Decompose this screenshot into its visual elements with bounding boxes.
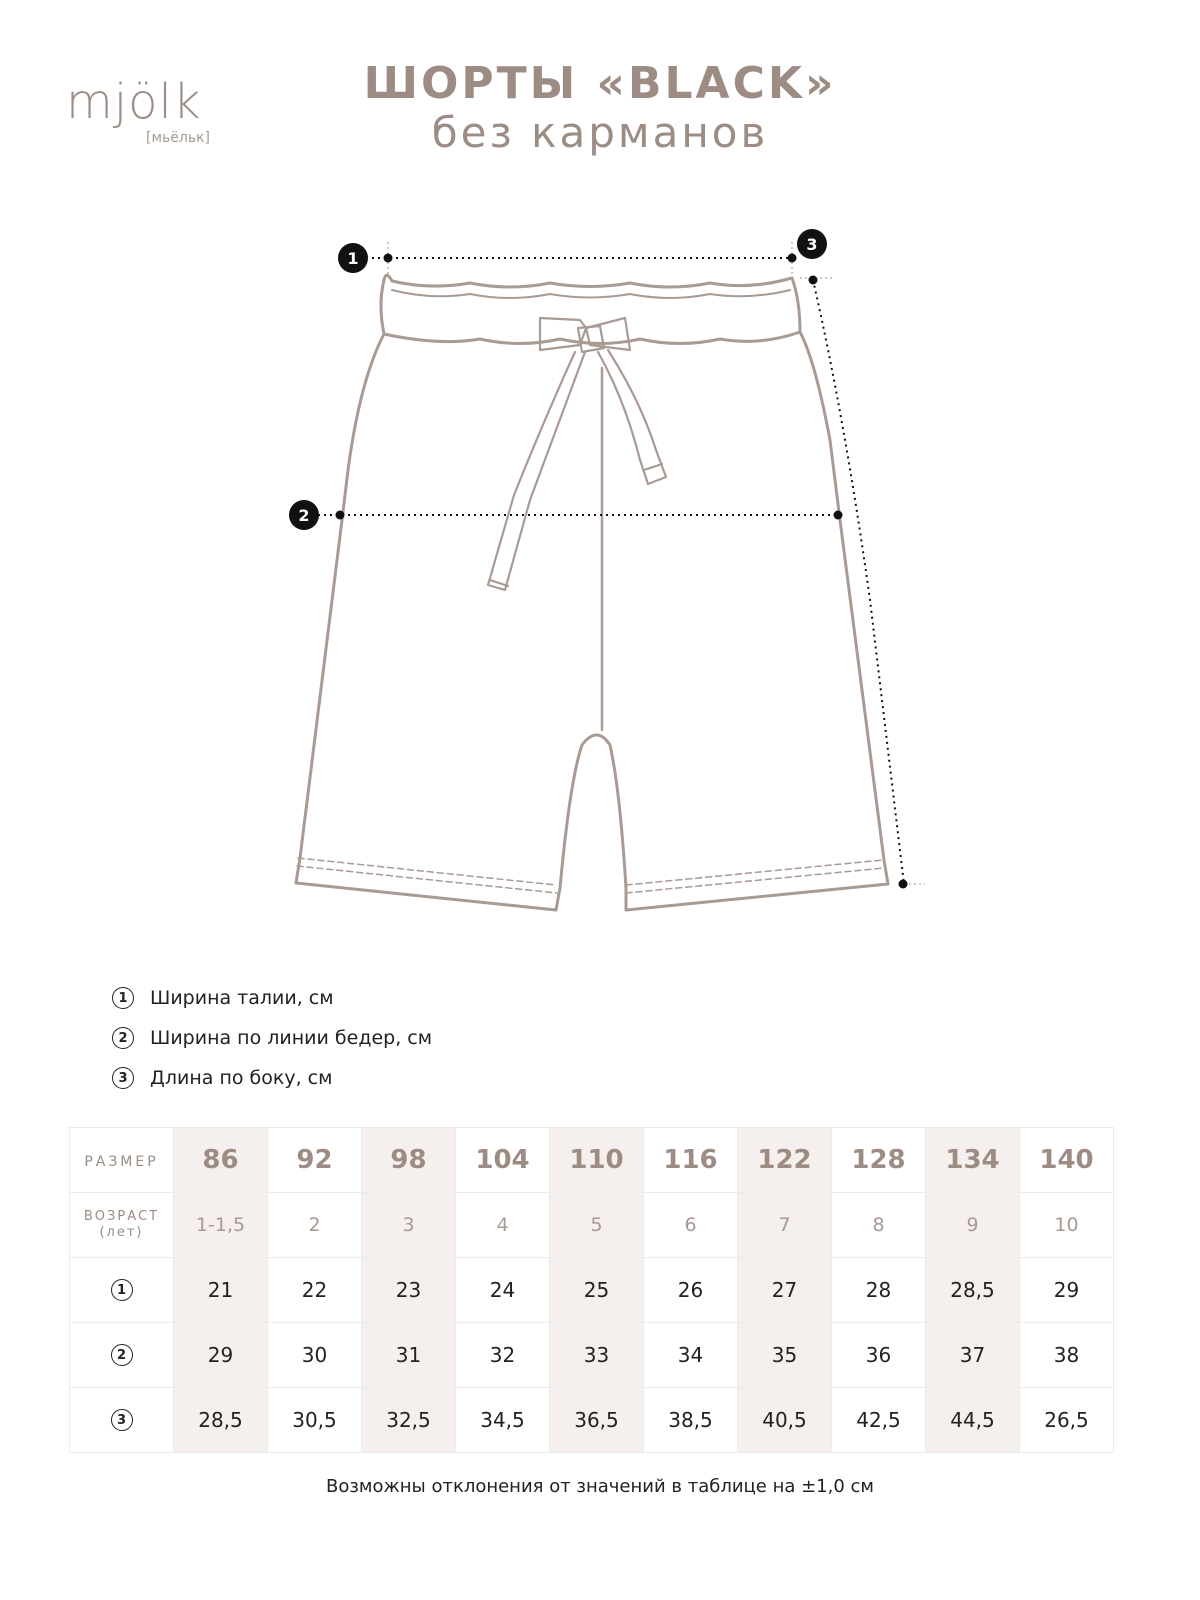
measurement-cell: 36,5 xyxy=(550,1388,644,1453)
right-hem-stitch xyxy=(626,860,883,885)
measurement-cell: 31 xyxy=(362,1323,456,1388)
measurement-cell: 28,5 xyxy=(926,1258,1020,1323)
product-subtitle: без карманов xyxy=(431,108,769,157)
measurement-cell: 30,5 xyxy=(268,1388,362,1453)
legend-item xyxy=(112,978,432,1018)
size-cell: 110 xyxy=(550,1128,644,1193)
size-cell: 128 xyxy=(832,1128,926,1193)
legend-number: 2 xyxy=(112,1027,134,1049)
measurement-cell: 42,5 xyxy=(832,1388,926,1453)
measurement-cell: 34 xyxy=(644,1323,738,1388)
left-hem-stitch xyxy=(298,858,556,885)
measurement-cell: 38,5 xyxy=(644,1388,738,1453)
age-cell: 4 xyxy=(456,1193,550,1258)
age-cell: 7 xyxy=(738,1193,832,1258)
logo-transcription: [мьёльк] xyxy=(146,130,211,146)
legend-label: Ширина по линии бедер, см xyxy=(150,1027,433,1049)
age-row xyxy=(70,1193,1114,1258)
drawstring-right xyxy=(598,350,666,484)
marker-3 xyxy=(797,229,827,259)
measurement-cell: 22 xyxy=(268,1258,362,1323)
left-hem-stitch-2 xyxy=(297,866,557,893)
legend-label: Длина по боку, см xyxy=(150,1067,333,1089)
measurement-row-3 xyxy=(70,1388,1114,1453)
measurement-cell: 27 xyxy=(738,1258,832,1323)
age-cell: 3 xyxy=(362,1193,456,1258)
size-cell: 116 xyxy=(644,1128,738,1193)
size-table xyxy=(69,1127,1114,1453)
measurement-cell: 25 xyxy=(550,1258,644,1323)
legend-label: Ширина талии, см xyxy=(150,987,334,1009)
size-header-cell xyxy=(70,1128,174,1193)
age-cell: 10 xyxy=(1020,1193,1114,1258)
legend-item xyxy=(112,1018,432,1058)
measurement-cell: 29 xyxy=(1020,1258,1114,1323)
measurement-cell: 32,5 xyxy=(362,1388,456,1453)
drawstring-left-tip xyxy=(490,580,508,586)
waistband-outline xyxy=(381,275,800,343)
age-cell: 1-1,5 xyxy=(174,1193,268,1258)
size-cell: 134 xyxy=(926,1128,1020,1193)
size-header: РАЗМЕР xyxy=(84,1153,159,1170)
size-cell: 92 xyxy=(268,1128,362,1193)
measurement-cell: 24 xyxy=(456,1258,550,1323)
measurement-cell: 40,5 xyxy=(738,1388,832,1453)
measurement-cell: 28,5 xyxy=(174,1388,268,1453)
age-cell: 6 xyxy=(644,1193,738,1258)
tolerance-note: Возможны отклонения от значений в таблице на ±1,0 см xyxy=(326,1476,874,1497)
measurement-cell: 44,5 xyxy=(926,1388,1020,1453)
size-cell: 98 xyxy=(362,1128,456,1193)
svg-text:2: 2 xyxy=(298,506,310,525)
measurement-cell: 36 xyxy=(832,1323,926,1388)
size-cell: 140 xyxy=(1020,1128,1114,1193)
age-cell: 2 xyxy=(268,1193,362,1258)
marker-2 xyxy=(289,500,319,530)
measurement-cell: 37 xyxy=(926,1323,1020,1388)
row-number-cell: 1 xyxy=(70,1258,174,1323)
row-number-cell: 3 xyxy=(70,1388,174,1453)
svg-text:3: 3 xyxy=(806,235,818,254)
measurement-cell: 26 xyxy=(644,1258,738,1323)
measurement-row-1 xyxy=(70,1258,1114,1323)
measurement-cell: 23 xyxy=(362,1258,456,1323)
measurement-cell: 21 xyxy=(174,1258,268,1323)
legend-number: 3 xyxy=(112,1067,134,1089)
measurement-cell: 33 xyxy=(550,1323,644,1388)
size-cell: 122 xyxy=(738,1128,832,1193)
measurement-cell: 34,5 xyxy=(456,1388,550,1453)
age-header-cell xyxy=(70,1193,174,1258)
legend-number: 1 xyxy=(112,987,134,1009)
measurement-cell: 28 xyxy=(832,1258,926,1323)
length-dim-line xyxy=(813,280,904,884)
waistband-inner-line xyxy=(392,290,790,298)
marker-1 xyxy=(338,243,368,273)
measurement-cell: 32 xyxy=(456,1323,550,1388)
age-cell: 9 xyxy=(926,1193,1020,1258)
legend-item xyxy=(112,1058,432,1098)
measurement-row-2 xyxy=(70,1323,1114,1388)
shorts-body-outline xyxy=(296,332,888,910)
size-cell: 104 xyxy=(456,1128,550,1193)
age-cell: 5 xyxy=(550,1193,644,1258)
logo-wordmark: mjölk xyxy=(66,74,202,130)
measurement-cell: 26,5 xyxy=(1020,1388,1114,1453)
row-number-cell: 2 xyxy=(70,1323,174,1388)
svg-text:1: 1 xyxy=(347,249,359,268)
drawstring-right-tip xyxy=(644,464,662,470)
product-title: ШОРТЫ «BLACK» xyxy=(363,58,837,109)
size-cell: 86 xyxy=(174,1128,268,1193)
age-cell: 8 xyxy=(832,1193,926,1258)
measurement-legend xyxy=(112,978,432,1098)
size-row xyxy=(70,1128,1114,1193)
drawstring-left xyxy=(488,352,585,590)
measurement-cell: 35 xyxy=(738,1323,832,1388)
measurement-cell: 30 xyxy=(268,1323,362,1388)
age-header-unit: (лет) xyxy=(99,1225,144,1240)
measurement-cell: 29 xyxy=(174,1323,268,1388)
measurement-cell: 38 xyxy=(1020,1323,1114,1388)
bow-loop xyxy=(540,318,630,350)
age-header: ВОЗРАСТ xyxy=(83,1209,160,1224)
